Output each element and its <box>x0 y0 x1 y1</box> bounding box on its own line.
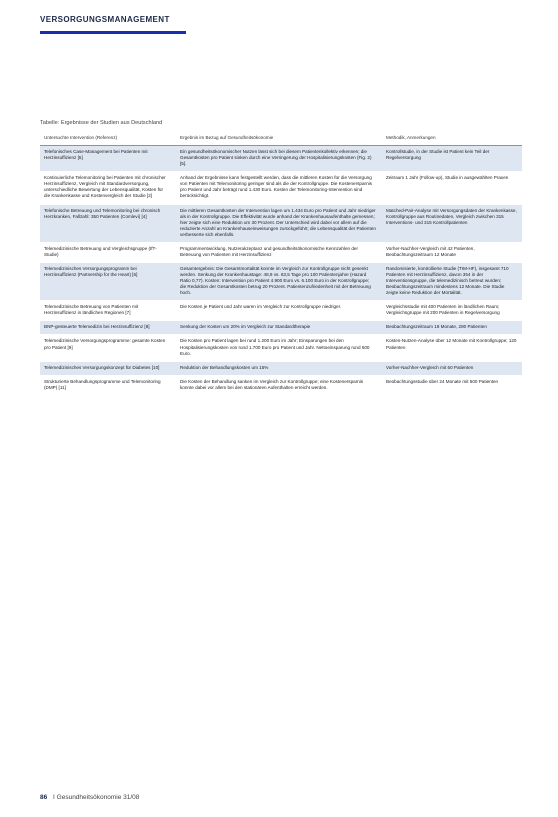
intervention-cell: BNP-gesteuerte Telemedizin bei Herzinsuffizienz [8] <box>44 324 150 330</box>
page-footer <box>40 794 139 801</box>
intervention-cell: Telemedizinisches Versorgungsprogramm bei Herzinsuffizienz (Partnership for the Heart) [6] <box>44 265 138 277</box>
journal-name: I Gesundheitsökonomie 31/08 <box>53 794 140 801</box>
table-header-row <box>40 132 522 146</box>
table-row <box>40 172 522 204</box>
table-row <box>40 146 522 172</box>
page-number: 86 <box>40 794 48 801</box>
table-row <box>40 243 522 263</box>
intervention-cell: Telemedizinische Betreuung und Vergleichsgruppe (IfT-Studie) <box>44 245 157 257</box>
result-cell: Programmentwicklung, Nutzerakzeptanz und gesundheitsökonomische Kennzahlen der Betreuung von Patienten mit Herzinsuffizienz <box>180 245 358 257</box>
intervention-cell: Strukturierte Behandlungsprogramme und Telemonitoring (DMP) [11] <box>44 378 161 390</box>
table-row <box>40 362 522 376</box>
intervention-cell: Telefonische Betreuung und Telemonitoring bei chronisch Herzkranken, Fallzahl: 350 Patienten (Comlevi) [4] <box>44 207 161 219</box>
method-cell: Vergleichsstudie mit 400 Patienten im ländlichen Raum; Vergleichsgruppe mit 200 Patienten in Regelversorgung <box>386 304 500 316</box>
column-header-results: Ergebnis im Bezug auf Gesundheitsökonomie <box>180 135 274 140</box>
result-cell: Senkung der Kosten um 20% im Vergleich zur Standardtherapie <box>180 324 311 330</box>
table-row <box>40 376 522 396</box>
intervention-cell: Telefonisches Case-Management bei Patienten mit Herzinsuffizienz [5] <box>44 149 148 161</box>
table-row <box>40 335 522 361</box>
method-cell: Zeitraum 1 Jahr (Follow-up), Studie in ausgewählten Praxen <box>386 175 509 181</box>
column-header-intervention: Untersuchte Intervention (Referenz) <box>44 135 118 140</box>
method-cell: Randomisierte, kontrollierte Studie (TIM-HF), insgesamt 710 Patienten mit Herzinsuffizienz, davon 354 in der Interventionsgruppe, die telemedizinisch betreut wurden; Beobachtungszeitraum mindestens 12 Monate. Die Studie zeigte keine Reduktion der Mortalität. <box>386 265 509 296</box>
result-cell: Die mittleren Gesamtkosten der Intervention lagen um 1.434 Euro pro Patient und Jahr niedriger als in der Kontrollgruppe. Die Effektivität wurde anhand der Krankenhausaufenthalte gemessen; hier zeigte sich eine Reduktion um 30 Prozent. Der Unterschied wird dabei vor allem auf die reduzierte Anzahl an Krankenhauseinweisungen zurückgeführt; die Lebensqualität der Patienten verbesserte sich ebenfalls. <box>180 207 376 237</box>
result-cell: Die Kosten pro Patient lagen bei rund 1.200 Euro im Jahr; Einsparungen bei den Hospitalisierungskosten von rund 1.700 Euro pro Patient und Jahr. Nettoeinsparung rund 500 Euro. <box>180 338 370 356</box>
result-cell: Die Kosten je Patient und Jahr waren im Vergleich zur Kontrollgruppe niedriger. <box>180 304 342 310</box>
result-cell: Die Kosten der Behandlung sanken im Vergleich zur Kontrollgruppe; eine Kostenersparnis konnte dabei vor allem bei den stationären Aufenthalten erreicht werden. <box>180 378 364 390</box>
method-cell: Kosten-Nutzen-Analyse über 12 Monate mit Kontrollgruppe; 120 Patienten <box>386 338 517 350</box>
table-caption: Tabelle: Ergebnisse der Studien aus Deutschland <box>40 120 163 126</box>
method-cell: Beobachtungsstudie über 24 Monate mit 500 Patienten <box>386 378 499 384</box>
result-cell: Anhand der Ergebnisse kann festgestellt werden, dass die mittleren Kosten für die Versorgung von Patienten mit Telemonitoring geringer sind als die der Kontrollgruppe. Die Kostenersparnis pro Patient und Jahr beträgt rund 1.430 Euro. Kosten der Telemonitoring-Intervention sind berücksichtigt. <box>180 175 372 199</box>
table-row <box>40 301 522 321</box>
table-row <box>40 321 522 335</box>
table-body <box>40 146 522 396</box>
column-header-method: Methodik, Anmerkungen <box>386 135 436 140</box>
method-cell: Matched-Pair-Analyse mit Versorgungsdaten der Krankenkasse, Kontrollgruppe aus Routinedaten, Vergleich zwischen 315 Interventions- und 315 Kontrollpatienten <box>386 207 517 225</box>
intervention-cell: Telemedizinisches Versorgungskonzept für Diabetes [10] <box>44 364 160 370</box>
method-cell: Beobachtungszeitraum 18 Monate, 280 Patienten <box>386 324 487 330</box>
results-table <box>40 132 522 396</box>
result-cell: Gesamtergebnis: Die Gesamtmortalität konnte im Vergleich zur Kontrollgruppe nicht gesenkt werden. Senkung der Krankenhaustage: 48,9 vs. 63,5 Tage pro 100 Patientenjahre (Hazard Ratio 0,77). Kosten: Intervention pro Patient 4.900 Euro vs. 6.100 Euro in der Kontrollgruppe; die Reduktion der Gesamtkosten betrug 20 Prozent. Patientenzufriedenheit mit der Betreuung hoch. <box>180 265 371 296</box>
result-cell: Reduktion der Behandlungskosten um 15% <box>180 364 269 370</box>
method-cell: Vorher-Nachher-Vergleich mit 42 Patienten, Beobachtungszeitraum 12 Monate <box>386 245 475 257</box>
intervention-cell: Kontinuierliche Telemonitoring bei Patienten mit chronischer Herzinsuffizienz, Vergleich mit Standardversorgung, unterschiedliche Bewertung der Lebensqualität, Kosten für die Krankenkasse und Kostenvergleich der Studie [2] <box>44 175 166 199</box>
method-cell: Vorher-Nachher-Vergleich mit 60 Patienten <box>386 364 474 370</box>
intervention-cell: Telemedizinische Betreuung von Patienten mit Herzinsuffizienz in ländlichen Regionen [7] <box>44 304 139 316</box>
header-accent-rule <box>40 31 186 34</box>
table-row <box>40 205 522 243</box>
table-row <box>40 263 522 301</box>
result-cell: Ein gesundheitsökonomischer Nutzen lässt sich bei diesem Patientenkollektiv erkennen; die Gesamtkosten pro Patient sinken durch eine Verringerung der Hospitalisierungskosten (Fig. 2) [5]. <box>180 149 372 167</box>
section-header: VERSORGUNGSMANAGEMENT <box>40 15 170 24</box>
method-cell: Kontrollstudie, in der Studie ist Patient kein Teil der Regelversorgung <box>386 149 490 161</box>
intervention-cell: Telemedizinische Versorgungsprogramme: gesamte Kosten pro Patient [9] <box>44 338 166 350</box>
